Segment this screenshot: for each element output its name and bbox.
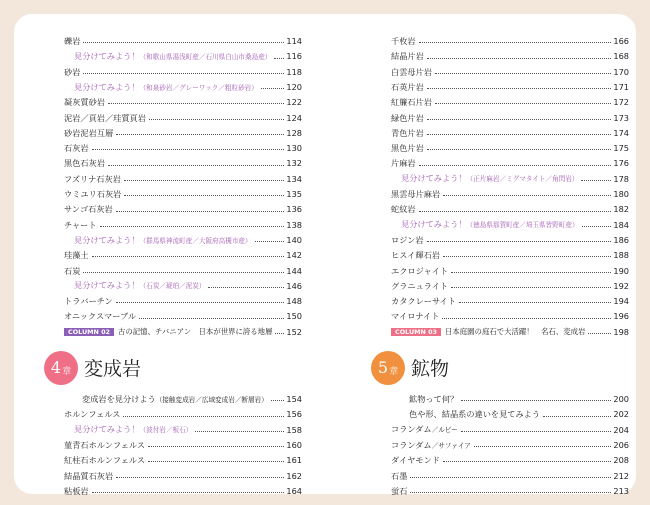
dot-leader	[410, 477, 611, 478]
dot-leader	[410, 492, 611, 493]
dot-leader	[108, 165, 284, 166]
entry-title	[64, 190, 121, 198]
dot-leader	[124, 195, 284, 196]
entry-subtitle: （接触変成岩／広域変成岩／断層岩）	[155, 395, 268, 404]
page-number: 171	[613, 81, 629, 92]
entry-text: 見分けてみよう！	[74, 281, 140, 291]
entry-text: 黒色片岩	[391, 144, 424, 153]
entry-title	[391, 144, 424, 152]
dot-leader	[543, 416, 611, 417]
dot-leader	[116, 211, 285, 212]
entry-subtitle: （徳島県那賀町産／埼玉県皆野町産）	[466, 221, 579, 229]
entry-subtitle: （群馬県神流町産／大阪府高槻市産）	[139, 236, 252, 245]
page-number: 170	[613, 66, 629, 76]
toc-entry[interactable]	[391, 449, 629, 464]
toc-entry[interactable]	[391, 388, 629, 403]
chapter-header	[371, 348, 629, 388]
right-column	[377, 30, 629, 496]
page-number: 134	[286, 173, 302, 183]
dot-leader	[148, 446, 284, 447]
dot-leader	[271, 400, 285, 401]
page-number: 172	[613, 97, 629, 107]
entry-text: フズリナ石灰岩	[64, 174, 121, 183]
entry-title	[391, 52, 424, 60]
page-number: 206	[613, 439, 629, 450]
dot-leader	[419, 42, 612, 43]
dot-leader	[255, 241, 285, 242]
entry-text: 変成岩を見分けよう	[82, 394, 156, 404]
toc-entry[interactable]	[391, 137, 629, 152]
entry-title	[391, 83, 424, 91]
toc-entry[interactable]	[391, 259, 629, 274]
page-number: 176	[613, 158, 629, 168]
toc-entry[interactable]	[64, 434, 302, 449]
entry-text: グラニュライト	[391, 281, 449, 291]
page-number: 213	[613, 485, 629, 496]
entry-title	[64, 68, 80, 76]
page-number: 184	[613, 219, 629, 229]
toc-entry[interactable]	[391, 30, 629, 45]
page-number: 212	[613, 470, 629, 480]
entry-text: 石炭	[64, 266, 81, 275]
entry-title	[391, 190, 440, 198]
column-entry[interactable]	[391, 321, 629, 336]
entry-text: 結晶片岩	[391, 52, 424, 61]
left-column	[50, 30, 302, 496]
page-number: 148	[286, 296, 302, 306]
entry-title	[391, 98, 432, 106]
toc-entry[interactable]	[391, 244, 629, 259]
entry-title	[64, 395, 268, 404]
entry-title	[64, 267, 80, 275]
toc-entry[interactable]	[64, 122, 302, 137]
entry-title	[64, 98, 105, 106]
dot-leader	[275, 333, 284, 334]
entry-text: 砂岩泥岩互層	[64, 128, 114, 138]
entry-title	[391, 456, 440, 464]
entry-title	[64, 472, 113, 480]
dot-leader	[148, 461, 284, 462]
entry-title	[64, 487, 89, 495]
page-number: 192	[613, 280, 629, 291]
toc-entry[interactable]	[64, 305, 302, 320]
page-number: 180	[613, 189, 629, 199]
entry-subtitle: （波付岩／板石）	[139, 426, 193, 434]
entry-text: 見分けてみよう！	[74, 425, 140, 434]
entry-title	[391, 425, 458, 434]
entry-title	[391, 251, 440, 259]
page-number: 158	[286, 424, 302, 434]
page-number: 188	[613, 250, 629, 260]
dot-leader	[116, 302, 285, 303]
entry-text: 鉱物って何？	[409, 395, 459, 404]
chapter-number-badge	[371, 351, 405, 385]
toc-entry[interactable]	[64, 45, 302, 60]
entry-text: 黒色石灰岩	[64, 159, 105, 168]
dot-leader	[149, 119, 284, 120]
entry-text: チャート	[64, 220, 97, 229]
page-number: 154	[286, 394, 302, 404]
entry-text: 石墨	[391, 471, 408, 480]
page-number: 114	[286, 36, 302, 46]
entry-title	[64, 312, 136, 320]
toc-entry[interactable]	[391, 403, 629, 418]
dot-leader	[461, 431, 612, 432]
entry-title	[64, 410, 120, 418]
dot-leader	[451, 287, 611, 288]
toc-entry[interactable]	[64, 76, 302, 91]
entry-title	[391, 410, 540, 418]
dot-leader	[443, 195, 611, 196]
entry-title	[64, 221, 97, 229]
toc-entry[interactable]	[391, 229, 629, 244]
page-number: 194	[613, 296, 629, 306]
page-number: 135	[286, 189, 302, 199]
page-number: 182	[613, 204, 629, 214]
toc-entry[interactable]	[391, 198, 629, 213]
column-badge: COLUMN 02	[64, 328, 114, 336]
entry-text: 結晶質石灰岩	[64, 471, 114, 480]
toc-entry[interactable]	[64, 403, 302, 418]
toc-entry[interactable]	[391, 122, 629, 137]
page-number: 138	[286, 219, 302, 229]
toc-entry[interactable]	[64, 152, 302, 167]
chapter-title: 変成岩	[84, 358, 142, 381]
toc-entry[interactable]	[391, 91, 629, 106]
dot-leader	[123, 416, 284, 417]
toc-entry[interactable]	[64, 464, 302, 479]
dot-leader	[195, 431, 284, 432]
page-number: 124	[286, 112, 302, 122]
entry-text: 菫青石ホルンフェルス	[64, 440, 146, 450]
entry-title	[64, 37, 80, 45]
dot-leader	[427, 149, 612, 150]
dot-leader	[442, 318, 611, 319]
entry-subtitle: （和泉砂岩／グレーワック／粗粒砂岩）	[139, 83, 258, 92]
dot-leader	[116, 134, 284, 135]
entry-subtitle: ／サファイア	[431, 441, 471, 450]
toc-entry[interactable]	[64, 449, 302, 464]
entry-title	[391, 205, 416, 213]
dot-leader	[419, 211, 612, 212]
entry-text: 色や形、結晶系の違いを見てみよう	[409, 410, 541, 419]
dot-leader	[427, 241, 612, 242]
page-number: 150	[286, 311, 302, 321]
page-number: 208	[613, 455, 629, 465]
entry-title	[64, 159, 105, 167]
page-number: 204	[613, 424, 629, 434]
page-number: 120	[286, 81, 302, 92]
toc-entry[interactable]	[64, 61, 302, 76]
page-number: 116	[286, 51, 302, 61]
toc-entry[interactable]	[391, 183, 629, 198]
page-number: 186	[613, 234, 629, 245]
toc-entry[interactable]	[391, 305, 629, 320]
entry-title	[64, 297, 113, 305]
chapter-number-badge	[44, 351, 78, 385]
toc-entry[interactable]	[64, 259, 302, 274]
page-number: 162	[286, 470, 302, 480]
chapter-number: 5	[377, 358, 389, 378]
dot-leader	[474, 446, 612, 447]
chapter-kanji: 章	[62, 367, 72, 378]
entry-title	[391, 114, 424, 122]
entry-text: マイロナイト	[391, 312, 440, 321]
entry-text: 凝灰質砂岩	[64, 98, 105, 107]
entry-title	[391, 220, 579, 229]
entry-title	[64, 236, 252, 245]
page-number: 146	[286, 280, 302, 291]
toc-entry[interactable]	[391, 76, 629, 91]
entry-title	[391, 441, 471, 450]
toc-entry[interactable]	[64, 168, 302, 183]
entry-title	[64, 425, 192, 434]
entry-text: 珪藻土	[64, 251, 89, 260]
entry-text: ダイヤモンド	[391, 456, 440, 465]
entry-text: 見分けてみよう！	[74, 235, 140, 245]
entry-title	[64, 52, 271, 61]
entry-title	[391, 282, 448, 290]
entry-title	[391, 395, 458, 403]
book-spread	[14, 14, 636, 494]
column-entry[interactable]	[64, 321, 302, 336]
entry-text: トラバーチン	[64, 297, 113, 306]
entry-text: カタクレーサイト	[391, 297, 456, 306]
entry-text: 蛍石	[391, 486, 408, 496]
entry-title	[64, 83, 258, 92]
toc-entry[interactable]	[64, 275, 302, 290]
page-number: 166	[613, 36, 629, 46]
entry-title	[391, 159, 416, 167]
dot-leader	[124, 180, 285, 181]
entry-text: 石灰岩	[64, 144, 89, 153]
entry-title	[391, 312, 439, 320]
column-title	[391, 327, 585, 336]
column-title	[64, 327, 272, 336]
page-number: 132	[286, 158, 302, 168]
entry-text: ホルンフェルス	[64, 410, 121, 419]
dot-leader	[108, 103, 284, 104]
dot-leader	[443, 461, 611, 462]
toc-entry[interactable]	[391, 275, 629, 290]
page-number: 160	[286, 439, 302, 450]
page-number: 202	[613, 409, 629, 419]
page-number: 122	[286, 97, 302, 107]
toc-entry[interactable]	[391, 61, 629, 76]
entry-title	[391, 174, 578, 183]
entry-text: オニックスマーブル	[64, 312, 137, 321]
dot-leader	[588, 333, 611, 334]
page-number: 178	[613, 173, 629, 183]
entry-title	[64, 114, 146, 122]
page-number: 161	[286, 455, 302, 465]
toc-entry[interactable]	[391, 290, 629, 305]
dot-leader	[461, 400, 611, 401]
dot-leader	[427, 58, 612, 59]
column-badge: COLUMN 03	[391, 328, 441, 336]
toc-entry[interactable]	[64, 214, 302, 229]
dot-leader	[459, 302, 611, 303]
entry-title	[391, 267, 448, 275]
entry-text: 黒雲母片麻岩	[391, 190, 441, 199]
page-number: 190	[613, 265, 629, 275]
toc-entry[interactable]	[391, 464, 629, 479]
entry-title	[64, 441, 145, 449]
toc-entry[interactable]	[64, 229, 302, 244]
entry-text: ウミユリ石灰岩	[64, 190, 122, 199]
toc-entry[interactable]	[391, 434, 629, 449]
entry-text: サンゴ石灰岩	[64, 205, 113, 214]
page-number: 152	[286, 326, 302, 336]
entry-title	[64, 205, 113, 213]
page-number: 198	[613, 326, 629, 336]
toc-entry[interactable]	[64, 419, 302, 434]
toc-entry[interactable]	[391, 106, 629, 121]
page-number: 142	[286, 250, 302, 260]
entry-subtitle: （正片麻岩／ミグマタイト／角閃岩）	[466, 175, 579, 183]
dot-leader	[83, 272, 284, 273]
dot-leader	[92, 256, 285, 257]
dot-leader	[443, 256, 611, 257]
entry-text: 見分けてみよう！	[401, 174, 467, 183]
entry-text: ロジン岩	[391, 235, 424, 245]
page-number: 168	[613, 51, 629, 61]
entry-title	[391, 487, 407, 495]
dot-leader	[100, 226, 285, 227]
dot-leader	[92, 492, 285, 493]
entry-text: 石英片岩	[391, 82, 424, 92]
entry-text: 礫岩	[64, 37, 81, 46]
entry-subtitle: （和歌山県湯浅町産／石川県白山市桑島産）	[139, 53, 272, 61]
entry-text: エクロジャイト	[391, 266, 449, 275]
toc-entry[interactable]	[64, 480, 302, 495]
page-number: 128	[286, 127, 302, 138]
toc-entry[interactable]	[64, 106, 302, 121]
dot-leader	[274, 58, 284, 59]
dot-leader	[435, 73, 611, 74]
page-number: 174	[613, 127, 629, 138]
page-number: 196	[613, 311, 629, 321]
entry-text: 紅簾石片岩	[391, 98, 432, 107]
entry-subtitle: ／ルビー	[431, 426, 458, 434]
entry-text: ヒスイ輝石岩	[391, 251, 440, 260]
entry-title	[64, 129, 113, 137]
dot-leader	[92, 149, 285, 150]
page-number: 140	[286, 234, 302, 245]
entry-title	[64, 175, 121, 183]
toc-entry[interactable]	[64, 198, 302, 213]
entry-title	[391, 68, 432, 76]
dot-leader	[451, 272, 611, 273]
dot-leader	[261, 88, 284, 89]
entry-text: 見分けてみよう！	[74, 52, 140, 61]
entry-text: 粘板岩	[64, 486, 89, 496]
page-number: 136	[286, 204, 302, 214]
page-number: 200	[613, 394, 629, 404]
toc-entry[interactable]	[64, 30, 302, 45]
toc-entry[interactable]	[64, 290, 302, 305]
entry-title	[391, 297, 456, 305]
page-number: 118	[286, 66, 302, 76]
page-number: 130	[286, 143, 302, 153]
entry-text: 緑色片岩	[391, 113, 424, 122]
entry-title	[64, 281, 205, 290]
entry-text: 砂岩	[64, 67, 81, 76]
toc-entry[interactable]	[391, 419, 629, 434]
dot-leader	[419, 165, 612, 166]
entry-text: 白雲母片岩	[391, 67, 432, 76]
dot-leader	[83, 42, 284, 43]
page-number: 156	[286, 409, 302, 419]
toc-entry[interactable]	[391, 45, 629, 60]
entry-text: 紅柱石ホルンフェルス	[64, 456, 146, 465]
entry-text: 見分けてみよう！	[401, 220, 467, 229]
entry-title	[391, 129, 424, 137]
page-number: 175	[613, 143, 629, 153]
page-number: 144	[286, 265, 302, 275]
dot-leader	[427, 134, 612, 135]
entry-text: 見分けてみよう！	[74, 82, 140, 92]
dot-leader	[581, 180, 611, 181]
entry-text: 青色片岩	[391, 128, 424, 138]
chapter-title: 鉱物	[411, 358, 450, 381]
toc-entry[interactable]	[64, 91, 302, 106]
toc-entry[interactable]	[391, 152, 629, 167]
dot-leader	[83, 73, 284, 74]
page-number: 173	[613, 112, 629, 122]
entry-title	[391, 236, 424, 244]
chapter-kanji: 章	[389, 367, 399, 378]
dot-leader	[139, 318, 284, 319]
entry-text: 蛇紋岩	[391, 205, 416, 214]
toc-entry[interactable]	[64, 388, 302, 403]
entry-text: 千枚岩	[391, 37, 416, 46]
toc-entry[interactable]	[64, 137, 302, 152]
entry-text: 泥岩／頁岩／珪質頁岩	[64, 113, 146, 122]
toc-entry[interactable]	[64, 183, 302, 198]
toc-entry[interactable]	[391, 168, 629, 183]
dot-leader	[208, 287, 284, 288]
dot-leader	[116, 477, 284, 478]
dot-leader	[582, 226, 612, 227]
entry-subtitle: （石炭／琥珀／泥炭）	[139, 282, 206, 291]
page-number: 164	[286, 485, 302, 496]
toc-entry[interactable]	[391, 480, 629, 495]
dot-leader	[427, 88, 612, 89]
toc-entry[interactable]	[391, 214, 629, 229]
entry-title	[391, 472, 407, 480]
column-text: 日本庭園の庭石で大活躍！ 名石、変成岩	[444, 326, 586, 336]
entry-text: コランダム	[391, 440, 432, 450]
entry-title	[64, 456, 145, 464]
chapter-header	[44, 348, 302, 388]
dot-leader	[435, 103, 611, 104]
entry-title	[391, 37, 416, 45]
column-text: 古の記憶、チバニアン 日本が世界に誇る地層	[117, 326, 273, 336]
toc-entry[interactable]	[64, 244, 302, 259]
dot-leader	[427, 119, 612, 120]
entry-text: コランダム	[391, 425, 432, 434]
entry-title	[64, 251, 89, 259]
chapter-number: 4	[50, 358, 62, 378]
entry-text: 片麻岩	[391, 159, 416, 168]
entry-title	[64, 144, 89, 152]
